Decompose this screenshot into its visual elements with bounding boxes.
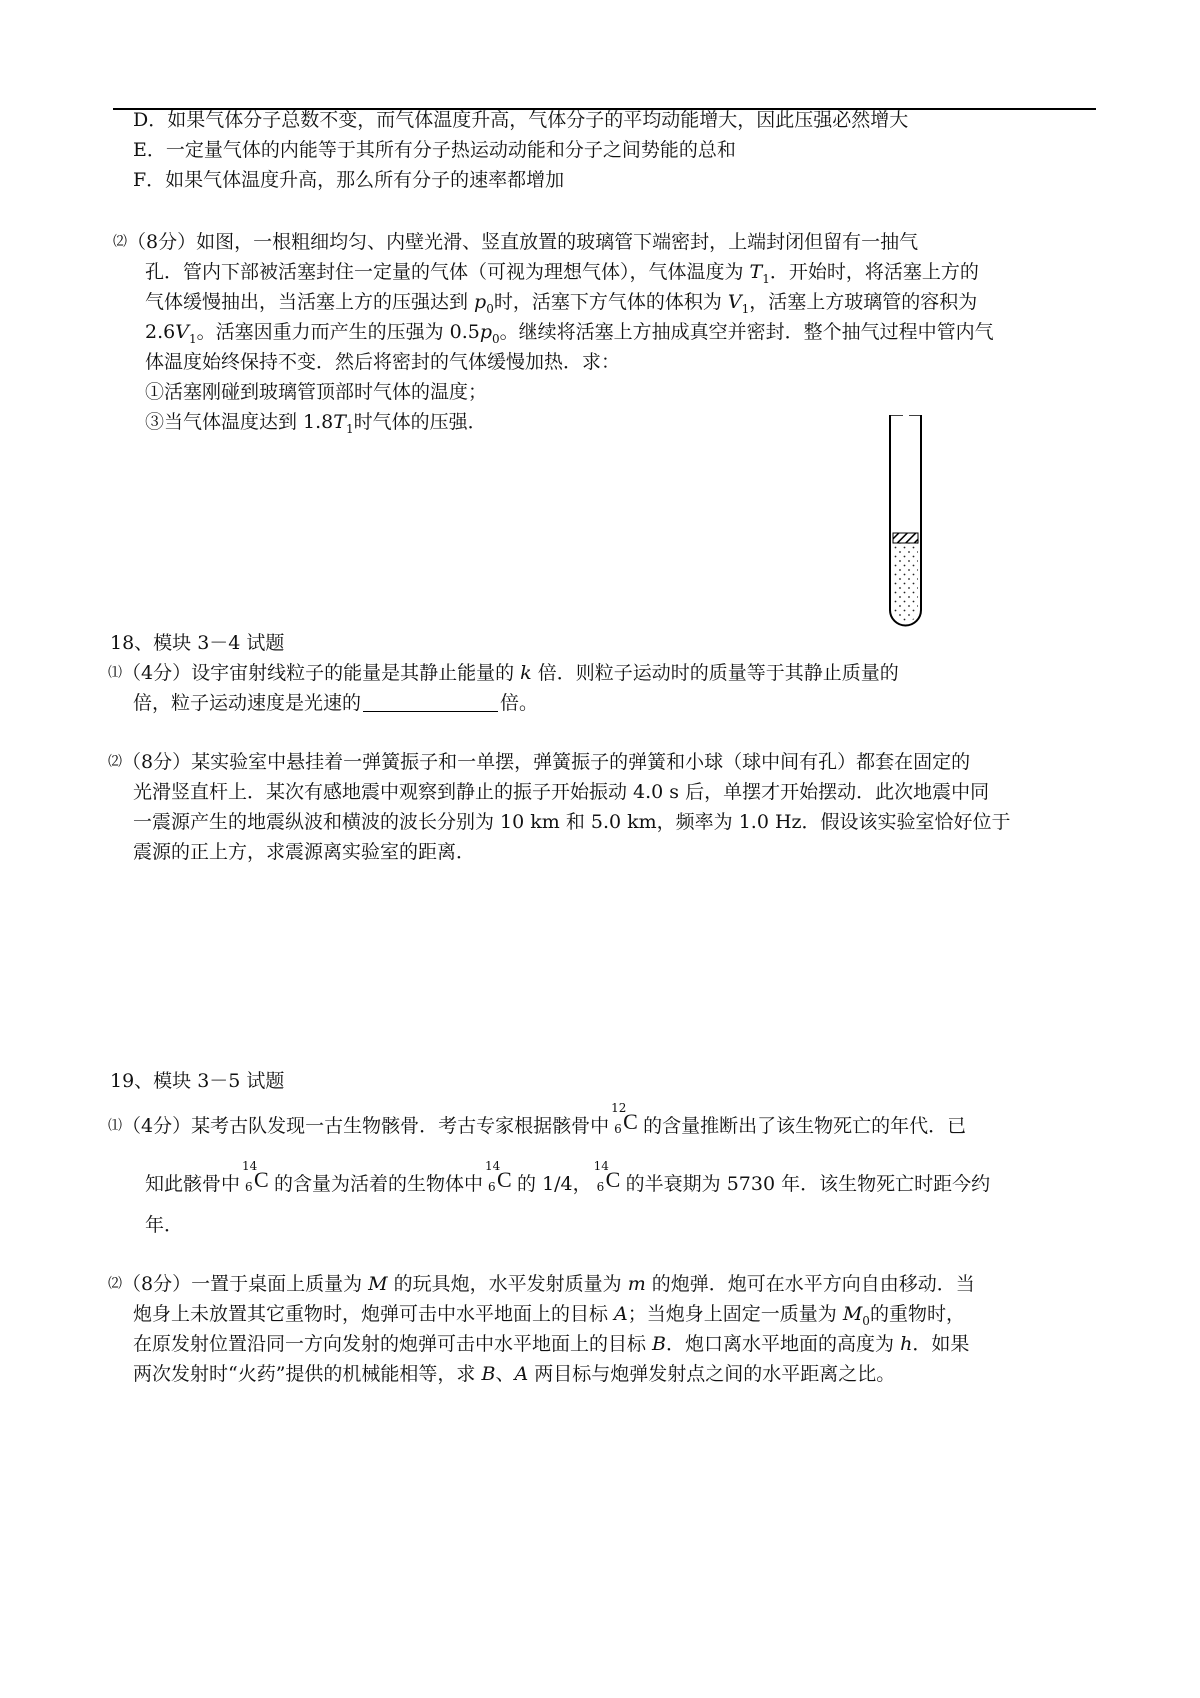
atomic-number: 6 bbox=[596, 1180, 605, 1194]
q19-heading: 19、模块 3－5 试题 bbox=[110, 1070, 285, 1092]
text: （4分）设宇宙射线粒子的能量是其静止能量的 bbox=[122, 662, 521, 684]
text: 的玩具炮，水平发射质量为 bbox=[387, 1273, 628, 1295]
mass-number: 12 bbox=[611, 1101, 627, 1115]
symbol: V bbox=[175, 321, 189, 343]
symbol: B bbox=[652, 1333, 667, 1355]
text: 的 1/4， bbox=[517, 1173, 592, 1195]
subscript: 1 bbox=[741, 301, 750, 316]
text: （8分）一置于桌面上质量为 bbox=[122, 1273, 369, 1295]
q17-part2-line1 bbox=[113, 229, 918, 255]
text: 时，活塞下方气体的体积为 bbox=[493, 291, 728, 313]
element-symbol: C bbox=[497, 1167, 512, 1192]
carbon-14-symbol bbox=[485, 1159, 515, 1194]
q17-part2-line3 bbox=[145, 289, 977, 322]
text: 的半衰期为 5730 年．该生物死亡时距今约 bbox=[625, 1173, 991, 1195]
symbol: T bbox=[749, 261, 763, 283]
option-d: D．如果气体分子总数不变，而气体温度升高，气体分子的平均动能增大，因此压强必然增大 bbox=[133, 109, 909, 131]
q19-part2-line4 bbox=[133, 1361, 895, 1387]
subscript: 0 bbox=[486, 301, 494, 316]
atomic-number: 6 bbox=[245, 1180, 253, 1194]
q17-part2-line4 bbox=[145, 319, 994, 352]
answer-blank bbox=[363, 693, 498, 712]
element-symbol: C bbox=[605, 1167, 621, 1192]
text: 。继续将活塞上方抽成真空并密封．整个抽气过程中管内气 bbox=[499, 321, 994, 343]
q19-part2-line3 bbox=[133, 1331, 969, 1357]
text: 时气体的压强． bbox=[353, 411, 487, 433]
carbon-14-symbol bbox=[242, 1159, 272, 1194]
symbol: M bbox=[842, 1303, 863, 1325]
mass-number: 14 bbox=[485, 1159, 501, 1173]
text: ③当气体温度达到 1.8 bbox=[145, 411, 334, 433]
piston bbox=[893, 533, 918, 543]
question-number: ⑴ bbox=[108, 665, 122, 681]
mass-number: 14 bbox=[593, 1159, 609, 1173]
q18-part2-line1 bbox=[108, 749, 970, 775]
text: 孔．管内下部被活塞封住一定量的气体（可视为理想气体），气体温度为 bbox=[145, 261, 750, 283]
symbol: p bbox=[474, 291, 487, 313]
text: ；当炮身上固定一质量为 bbox=[627, 1303, 843, 1325]
text: ．炮口离水平地面的高度为 bbox=[666, 1333, 901, 1355]
option-f: F．如果气体温度升高，那么所有分子的速率都增加 bbox=[133, 169, 565, 191]
text: 的含量推断出了该生物死亡的年代．已 bbox=[643, 1115, 967, 1137]
symbol: A bbox=[514, 1363, 529, 1385]
symbol: M bbox=[368, 1273, 388, 1295]
text: 倍。 bbox=[500, 692, 539, 714]
q18-part1-line2 bbox=[133, 690, 538, 716]
subscript: 0 bbox=[862, 1313, 870, 1328]
q18-part2-line3: 一震源产生的地震纵波和横波的波长分别为 10 km 和 5.0 km，频率为 1.0 Hz．假设该实验室恰好位于 bbox=[133, 811, 1011, 833]
q18-part1-line1 bbox=[108, 660, 899, 686]
question-number: ⑵ bbox=[108, 754, 122, 770]
text: 倍，粒子运动速度是光速的 bbox=[133, 692, 362, 714]
q18-heading: 18、模块 3－4 试题 bbox=[110, 632, 285, 654]
question-number: ⑵ bbox=[113, 234, 127, 250]
q18-part2-line4: 震源的正上方，求震源离实验室的距离． bbox=[133, 841, 476, 863]
mass-number: 14 bbox=[242, 1159, 258, 1173]
symbol: B bbox=[481, 1363, 496, 1385]
q17-part2-line5: 体温度始终保持不变．然后将密封的气体缓慢加热．求： bbox=[145, 351, 621, 373]
symbol: m bbox=[627, 1273, 646, 1295]
symbol: A bbox=[614, 1303, 628, 1325]
subscript: 1 bbox=[345, 421, 354, 436]
q19-part1-line2 bbox=[145, 1159, 991, 1197]
text: （4分）某考古队发现一古生物骸骨．考古专家根据骸骨中 bbox=[122, 1115, 610, 1137]
text: 2.6 bbox=[145, 321, 176, 343]
element-symbol: C bbox=[254, 1167, 269, 1192]
subscript: 0 bbox=[492, 331, 500, 346]
subscript: 1 bbox=[188, 331, 197, 346]
q19-part2-line2 bbox=[133, 1301, 965, 1334]
text: 的重物时， bbox=[869, 1303, 965, 1325]
question-number: ⑴ bbox=[108, 1118, 122, 1134]
atomic-number: 6 bbox=[488, 1180, 496, 1194]
text: 在原发射位置沿同一方向发射的炮弹可击中水平地面上的目标 bbox=[133, 1333, 653, 1355]
text: 两目标与炮弹发射点之间的水平距离之比。 bbox=[528, 1363, 896, 1385]
text: ．如果 bbox=[912, 1333, 970, 1355]
q19-part1-line1 bbox=[108, 1101, 967, 1139]
glass-tube-diagram bbox=[880, 415, 940, 630]
text: ，活塞上方玻璃管的容积为 bbox=[749, 291, 978, 313]
question-number: ⑵ bbox=[108, 1276, 122, 1292]
option-e: E．一定量气体的内能等于其所有分子热运动动能和分子之间势能的总和 bbox=[133, 139, 736, 161]
q19-part2-line1 bbox=[108, 1271, 975, 1297]
symbol: V bbox=[727, 291, 742, 313]
q19-part1-line3: 年． bbox=[145, 1214, 184, 1236]
symbol: h bbox=[900, 1333, 913, 1355]
carbon-14-symbol bbox=[593, 1159, 624, 1194]
element-symbol: C bbox=[623, 1109, 638, 1134]
text: 倍．则粒子运动时的质量等于其静止质量的 bbox=[531, 662, 899, 684]
text: 炮身上未放置其它重物时，炮弹可击中水平地面上的目标 bbox=[133, 1303, 615, 1325]
enclosed-gas bbox=[893, 543, 918, 623]
symbol: T bbox=[333, 411, 346, 433]
text: 的含量为活着的生物体中 bbox=[274, 1173, 484, 1195]
text: 气体缓慢抽出，当活塞上方的压强达到 bbox=[145, 291, 475, 313]
text: ．开始时，将活塞上方的 bbox=[769, 261, 979, 283]
text: （8分）如图，一根粗细均匀、内壁光滑、竖直放置的玻璃管下端密封，上端封闭但留有一抽气 bbox=[127, 231, 919, 253]
atomic-number: 6 bbox=[614, 1122, 622, 1136]
text: 两次发射时“火药”提供的机械能相等，求 bbox=[133, 1363, 482, 1385]
text: 、 bbox=[495, 1363, 515, 1385]
symbol: p bbox=[479, 321, 493, 343]
subscript: 1 bbox=[762, 271, 770, 286]
symbol: k bbox=[520, 662, 532, 684]
q18-part2-line2: 光滑竖直杆上．某次有感地震中观察到静止的振子开始振动 4.0 s 后，单摆才开始摆动．此次地震中同 bbox=[133, 781, 990, 803]
text: （8分）某实验室中悬挂着一弹簧振子和一单摆，弹簧振子的弹簧和小球（球中间有孔）都套在固定的 bbox=[122, 751, 971, 773]
text: 知此骸骨中 bbox=[145, 1173, 241, 1195]
text: 的炮弹．炮可在水平方向自由移动．当 bbox=[645, 1273, 975, 1295]
q17-part2-line2 bbox=[145, 259, 979, 292]
q17-subquestion-1: ①活塞刚碰到玻璃管顶部时气体的温度； bbox=[145, 381, 488, 403]
text: 。活塞因重力而产生的压强为 0.5 bbox=[196, 321, 480, 343]
q17-subquestion-2 bbox=[145, 409, 487, 442]
carbon-12-symbol bbox=[611, 1101, 641, 1136]
